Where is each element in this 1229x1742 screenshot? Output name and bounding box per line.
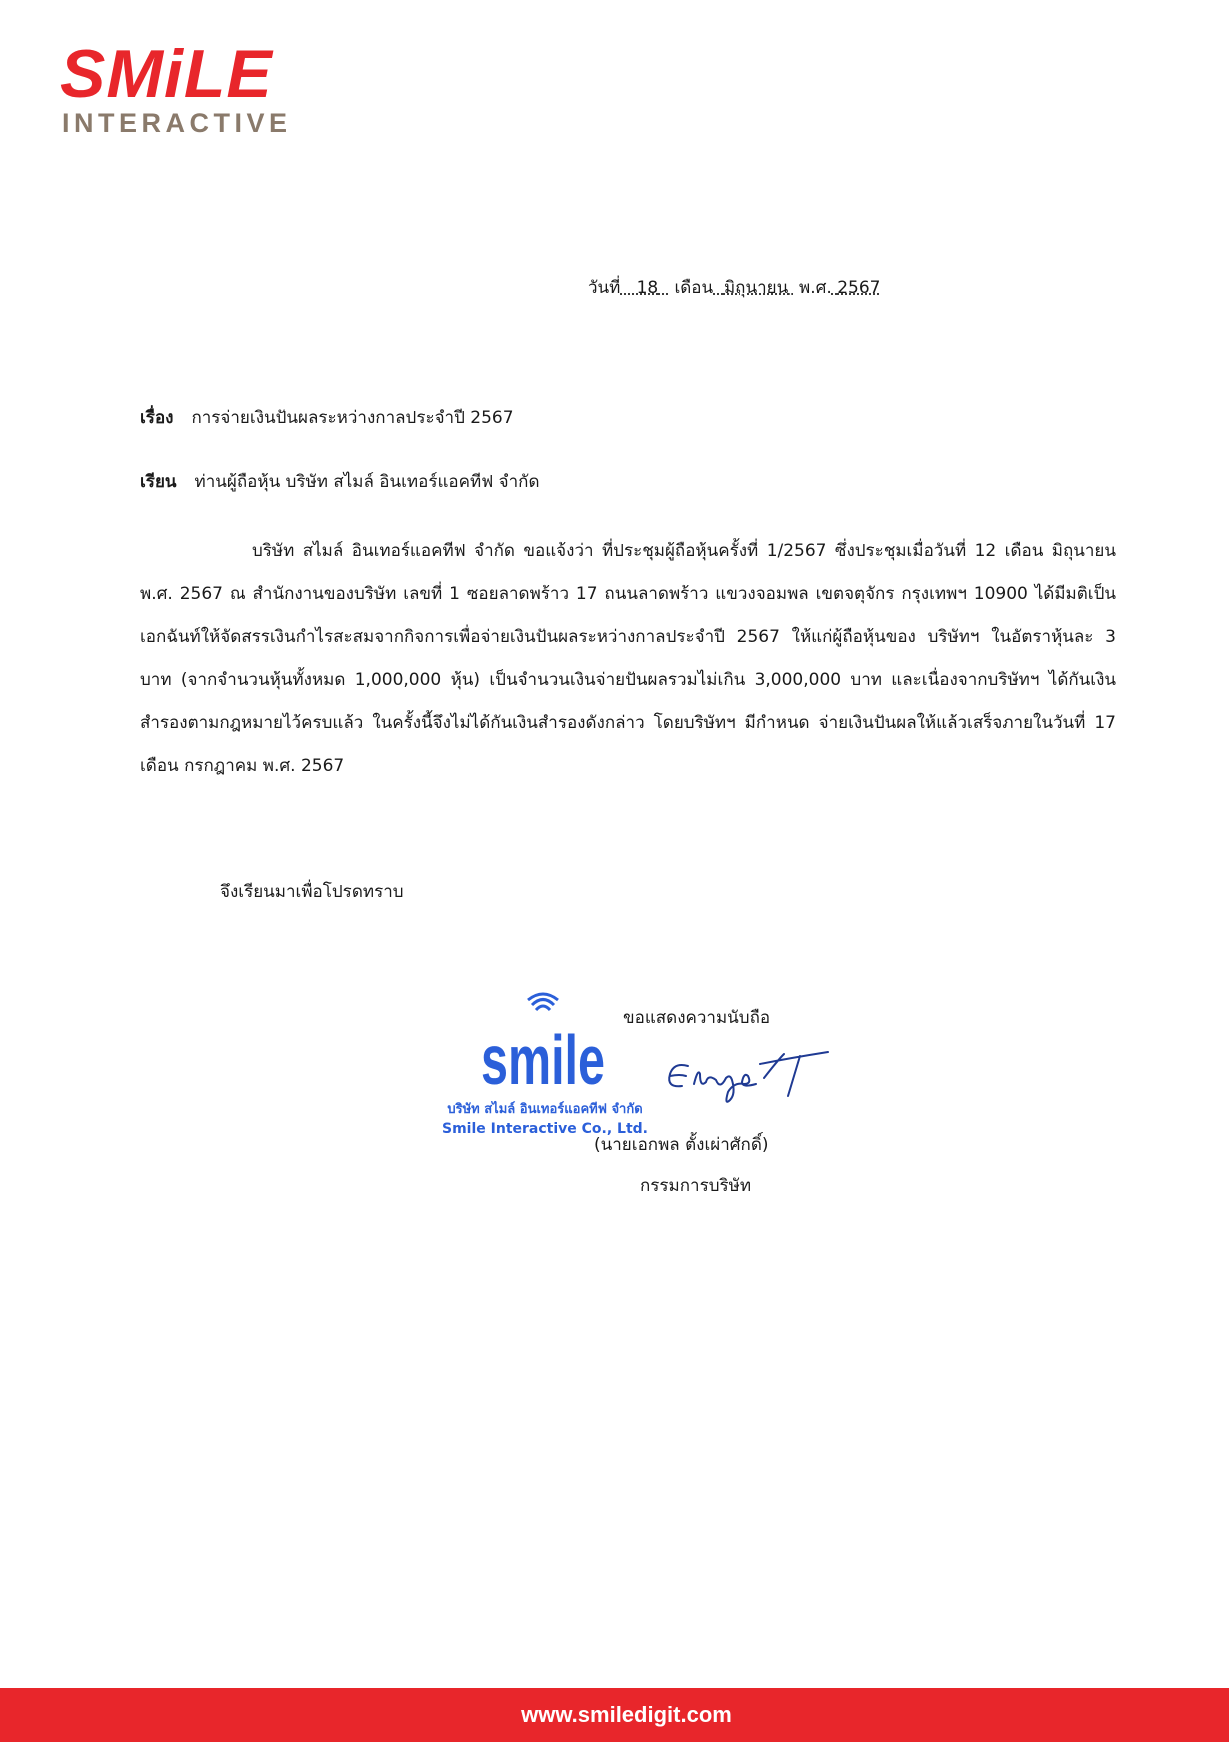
regards-text: ขอแสดงความนับถือ [623,1008,771,1028]
date-month-value: มิถุนายน [723,278,789,298]
date-year-value: 2567 [837,278,881,298]
date-line [588,276,881,300]
company-logo [60,36,292,139]
logo-interactive-text: INTERACTIVE [62,108,292,138]
date-month-label: เดือน [674,278,714,298]
date-day-label: วันที่ [588,278,621,298]
date-day-value: 18 [636,278,659,298]
salutation-line [140,470,540,494]
stamp-thai-name: บริษัท สไมล์ อินเทอร์แอคทีฟ จำกัด [447,1102,643,1117]
body-paragraph [140,530,1116,788]
closing-line: จึงเรียนมาเพื่อโปรดทราบ [220,882,404,902]
body-text: บริษัท สไมล์ อินเทอร์แอคทีฟ จำกัด ขอแจ้งว่า ที่ประชุมผู้ถือหุ้นครั้งที่ 1/2567 ซึ่งประชุมเมื่อวันที่ 12 เดือน มิถุนายน พ.ศ. 2567 ณ สำนักงานของบริษัท เลขที่ 1 ซอยลาดพร้าว 17 ถนนลาดพร้าว แขวงจอมพล เขตจตุจักร กรุงเทพฯ 10900 ได้มีมติเป็นเอกฉันท์ให้จัดสรรเงินกำไรสะสมจากกิจการเพื่อจ่ายเงินปันผลระหว่างกาลประจำปี 2567 ให้แก่ผู้ถือหุ้นของ บริษัทฯ ในอัตราหุ้นละ 3 บาท (จากจำนวนหุ้นทั้งหมด 1,000,000 หุ้น) เป็นจำนวนเงินจ่ายปันผลรวมไม่เกิน 3,000,000 บาท และเนื่องจากบริษัทฯ ได้กันเงินสำรองตามกฎหมายไว้ครบแล้ว ในครั้งนี้จึงไม่ได้กันเงินสำรองดังกล่าว โดยบริษัทฯ มีกำหนด จ่ายเงินปันผลให้แล้วเสร็จภายในวันที่ 17 เดือน กรกฎาคม พ.ศ. 2567 [140,541,1117,776]
svg-text:smile: smile [481,1021,605,1099]
salutation-text: ท่านผู้ถือหุ้น บริษัท สไมล์ อินเทอร์แอคทีฟ จำกัด [194,472,540,492]
subject-label: เรื่อง [140,408,174,428]
date-year-label: พ.ศ. [799,278,832,298]
subject-line [140,406,514,430]
signatory-name: (นายเอกพล ตั้งเผ่าศักดิ์) [594,1135,769,1155]
stamp-smile-logo [478,996,608,1099]
company-stamp [420,996,670,1142]
footer-bar [0,1688,1229,1742]
salutation-label: เรียน [140,472,177,492]
logo-smile-text: SMiLE [60,36,273,112]
stamp-english-name: Smile Interactive Co., Ltd. [442,1121,648,1137]
signatory-title: กรรมการบริษัท [640,1176,752,1196]
subject-text: การจ่ายเงินปันผลระหว่างกาลประจำปี 2567 [191,408,514,428]
footer-website-link[interactable]: www.smiledigit.com [521,1702,732,1727]
handwritten-signature [660,1044,840,1114]
